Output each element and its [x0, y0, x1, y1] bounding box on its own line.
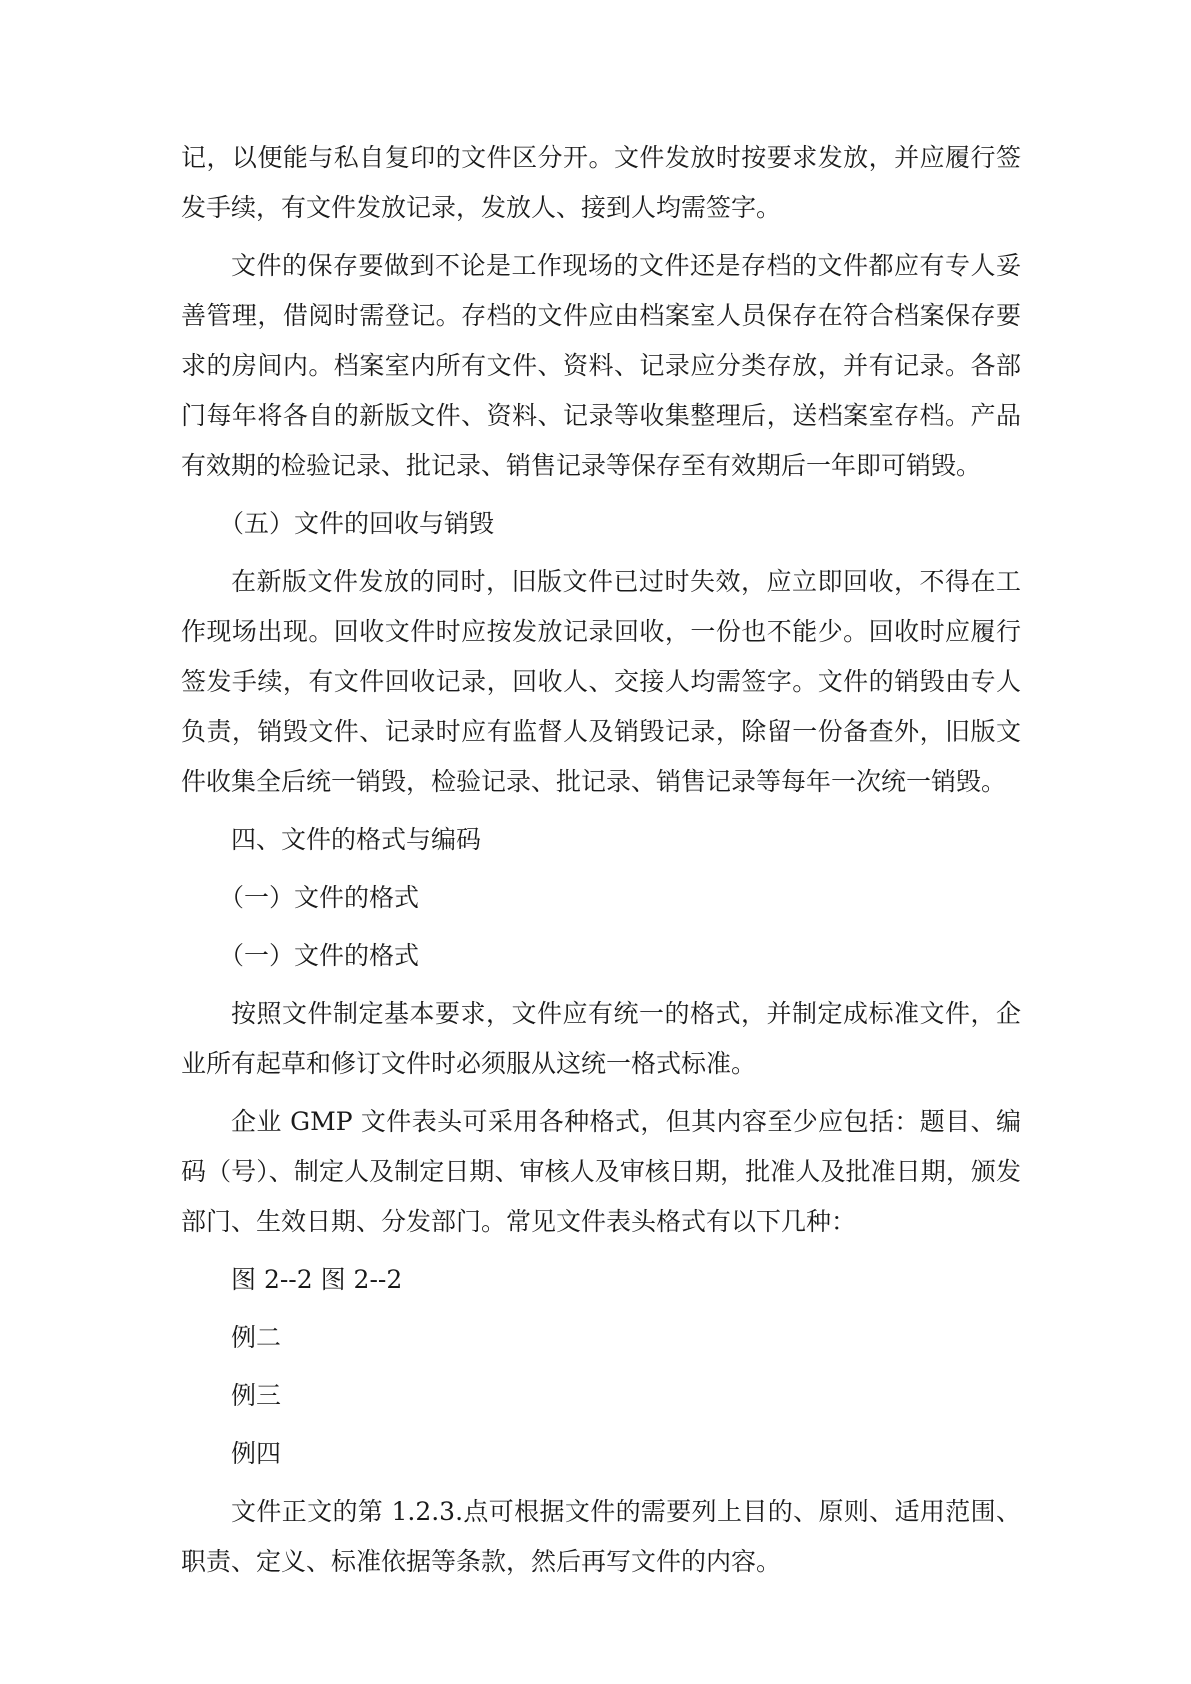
figure-caption: 图 2--2 图 2--2: [231, 1265, 403, 1294]
paragraph-recall-destroy: 在新版文件发放的同时，旧版文件已过时失效，应立即回收，不得在工作现场出现。回收文件时应按发放记录回收，一份也不能少。回收时应履行签发手续，有文件回收记录，回收人、交接人均需签字。文件的销毁由专人负责，销毁文件、记录时应有监督人及销毁记录，除留一份备查外，旧版文件收集全后统一销毁，检验记录、批记录、销售记录等每年一次统一销毁。: [181, 567, 1021, 796]
paragraph-file-storage: 文件的保存要做到不论是工作现场的文件还是存档的文件都应有专人妥善管理，借阅时需登记。存档的文件应由档案室人员保存在符合档案保存要求的房间内。档案室内所有文件、资料、记录应分类存放，并有记录。各部门每年将各自的新版文件、资料、记录等收集整理后，送档案室存档。产品有效期的检验记录、批记录、销售记录等保存至有效期后一年即可销毁。: [181, 251, 1021, 480]
subsection-heading-format: （一）文件的格式: [219, 883, 420, 912]
paragraph-body-sections: 文件正文的第 1.2.3.点可根据文件的需要列上目的、原则、适用范围、职责、定义、标准依据等条款，然后再写文件的内容。: [181, 1497, 1021, 1576]
document-body: [181, 133, 1021, 1595]
paragraph-continued: 记，以便能与私自复印的文件区分开。文件发放时按要求发放，并应履行签发手续，有文件发放记录，发放人、接到人均需签字。: [181, 143, 1021, 222]
paragraph-format-requirement: 按照文件制定基本要求，文件应有统一的格式，并制定成标准文件，企业所有起草和修订文件时必须服从这统一格式标准。: [181, 999, 1021, 1078]
section-heading-recall-destroy: （五）文件的回收与销毁: [219, 509, 495, 538]
example-label-2: 例二: [231, 1323, 282, 1352]
example-label-3: 例三: [231, 1381, 282, 1410]
section-heading-format-coding: 四、文件的格式与编码: [231, 825, 482, 854]
paragraph-header-contents: 企业 GMP 文件表头可采用各种格式，但其内容至少应包括：题目、编码（号）、制定人及制定日期、审核人及审核日期，批准人及批准日期，颁发部门、生效日期、分发部门。常见文件表头格式有以下几种：: [181, 1107, 1021, 1236]
example-label-4: 例四: [231, 1439, 282, 1468]
subsection-heading-format-duplicate: （一）文件的格式: [219, 941, 420, 970]
